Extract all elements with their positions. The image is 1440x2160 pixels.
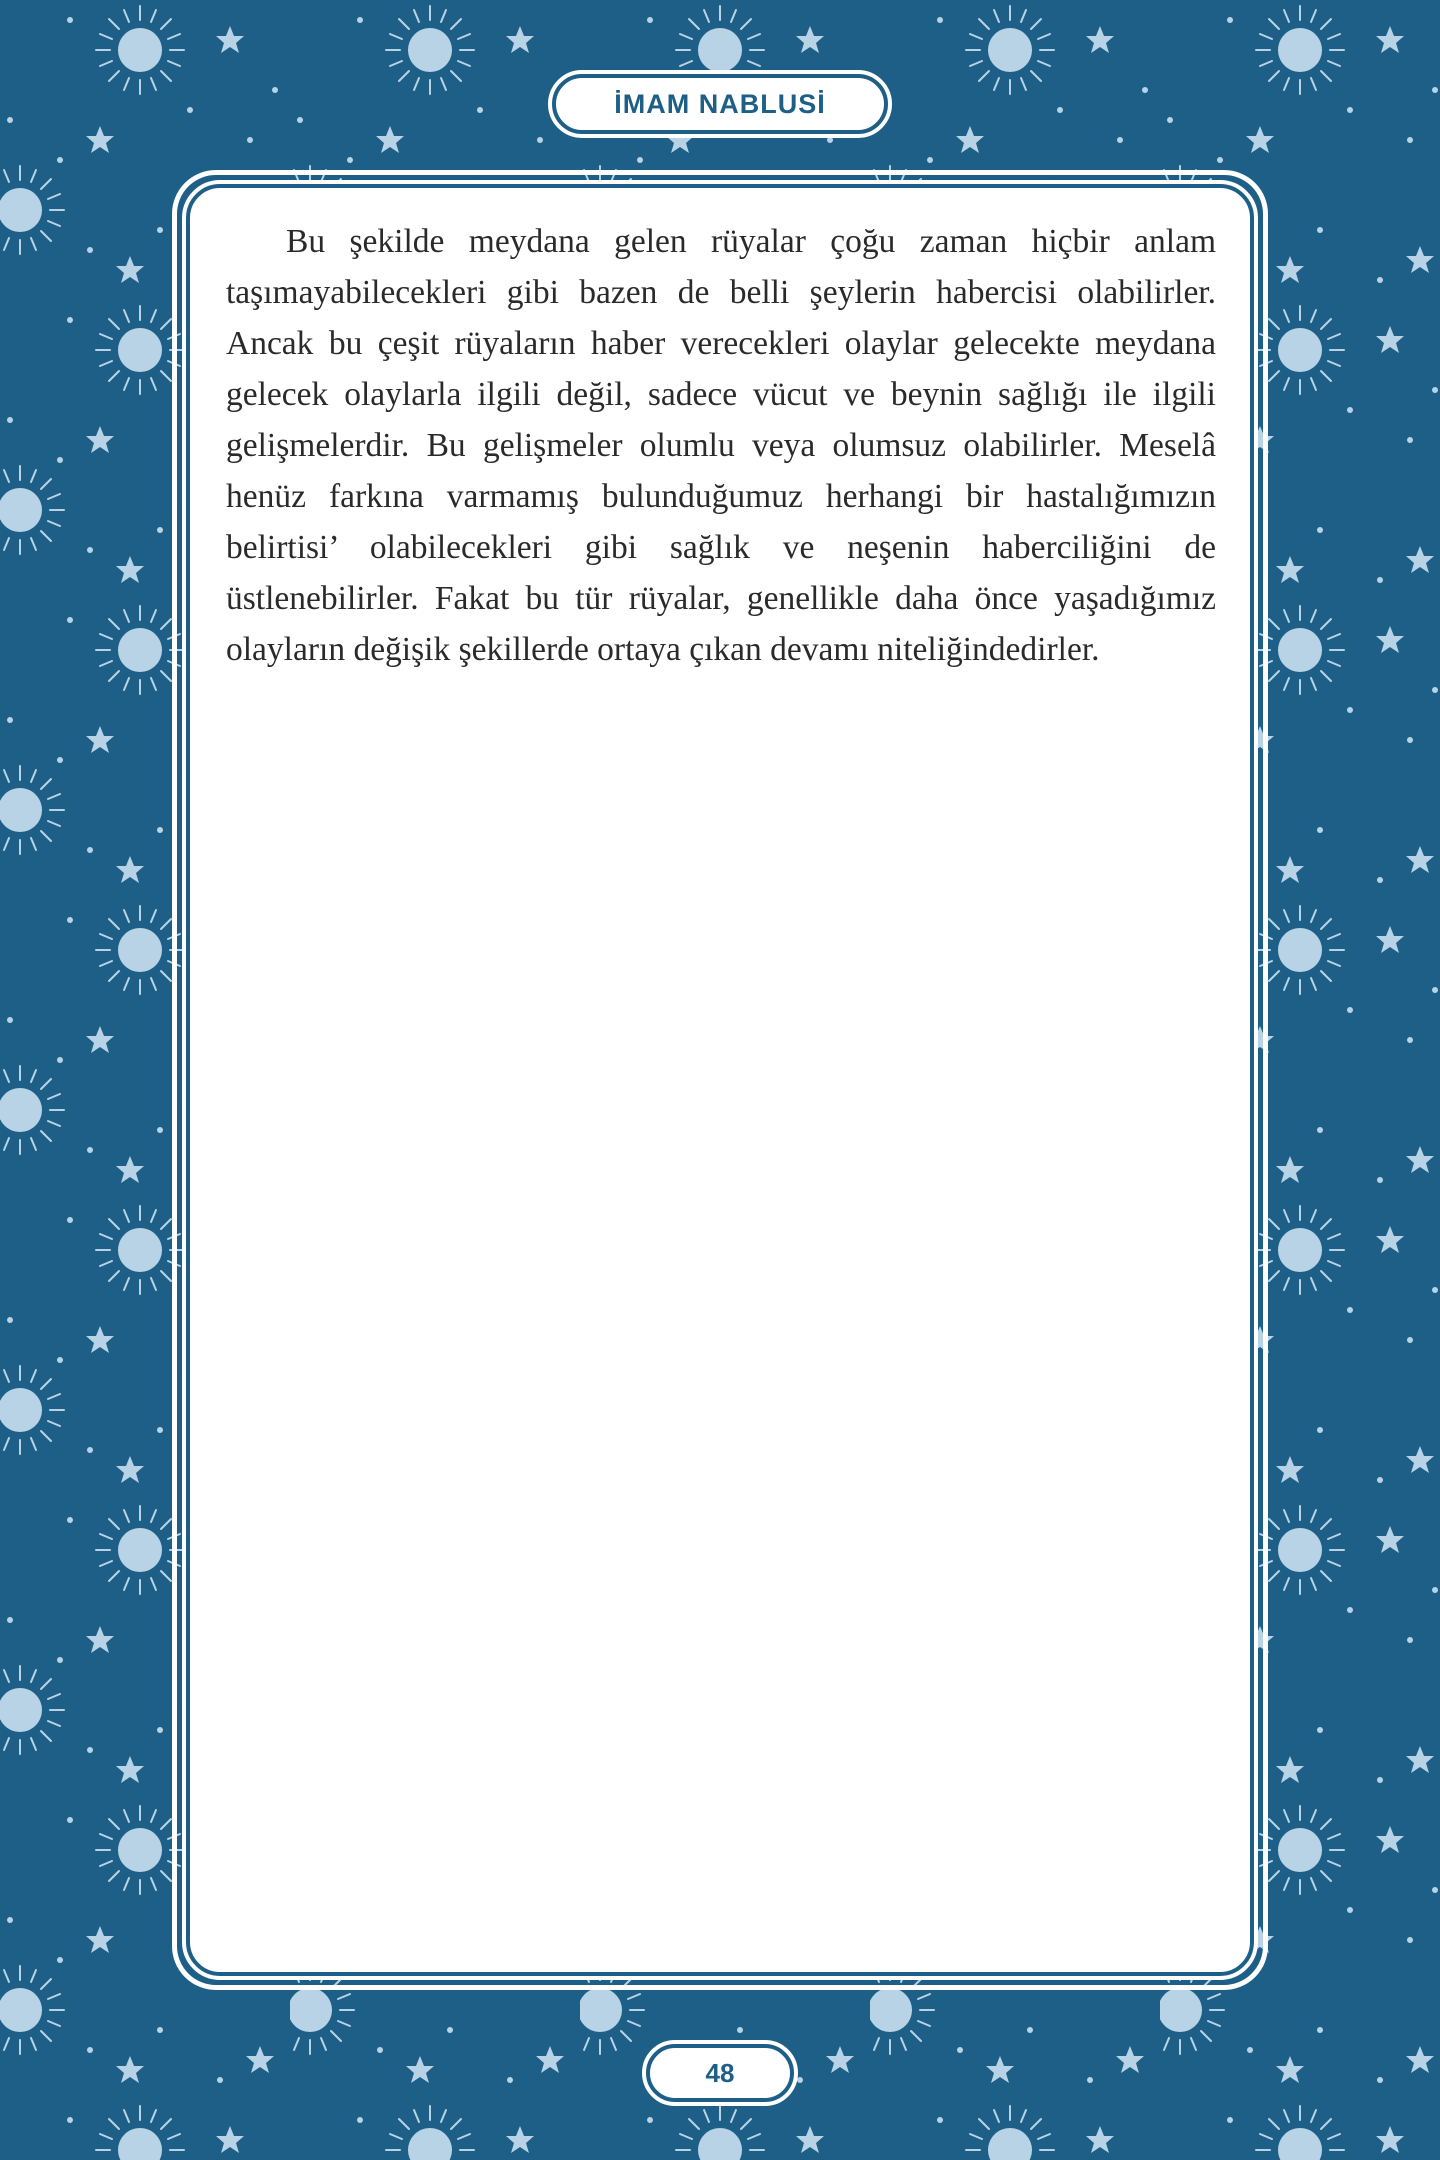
book-title: İMAM NABLUSİ xyxy=(614,88,826,119)
page-number: 48 xyxy=(705,2057,735,2088)
body-paragraph: Bu şekilde meydana gelen rüyalar çoğu zaman hiçbir anlam taşımayabilecekleri gibi bazen de belli şeylerin habercisi olabilirler. Ancak bu çeşit rüyaların haber verecekleri olaylar gelecekte meydana gelecek olaylarla ilgili değil, sadece vücut ve beynin sağlığı ile ilgili gelişmelerdir. Bu gelişmeler olumlu veya olumsuz olabilirler. Meselâ henüz farkına varmamış bulunduğumuz herhangi bir hastalığımızın belirtisi’ olabilecekleri gibi sağlık ve neşenin haberciliğini de üstlenebilirler. Fakat bu tür rüyalar, genellikle daha önce yaşadığımız olayların değişik şekillerde ortaya çıkan devamı niteliğindedirler. xyxy=(226,223,1216,668)
page-number-badge xyxy=(646,2044,794,2102)
book-title-badge xyxy=(552,74,888,134)
